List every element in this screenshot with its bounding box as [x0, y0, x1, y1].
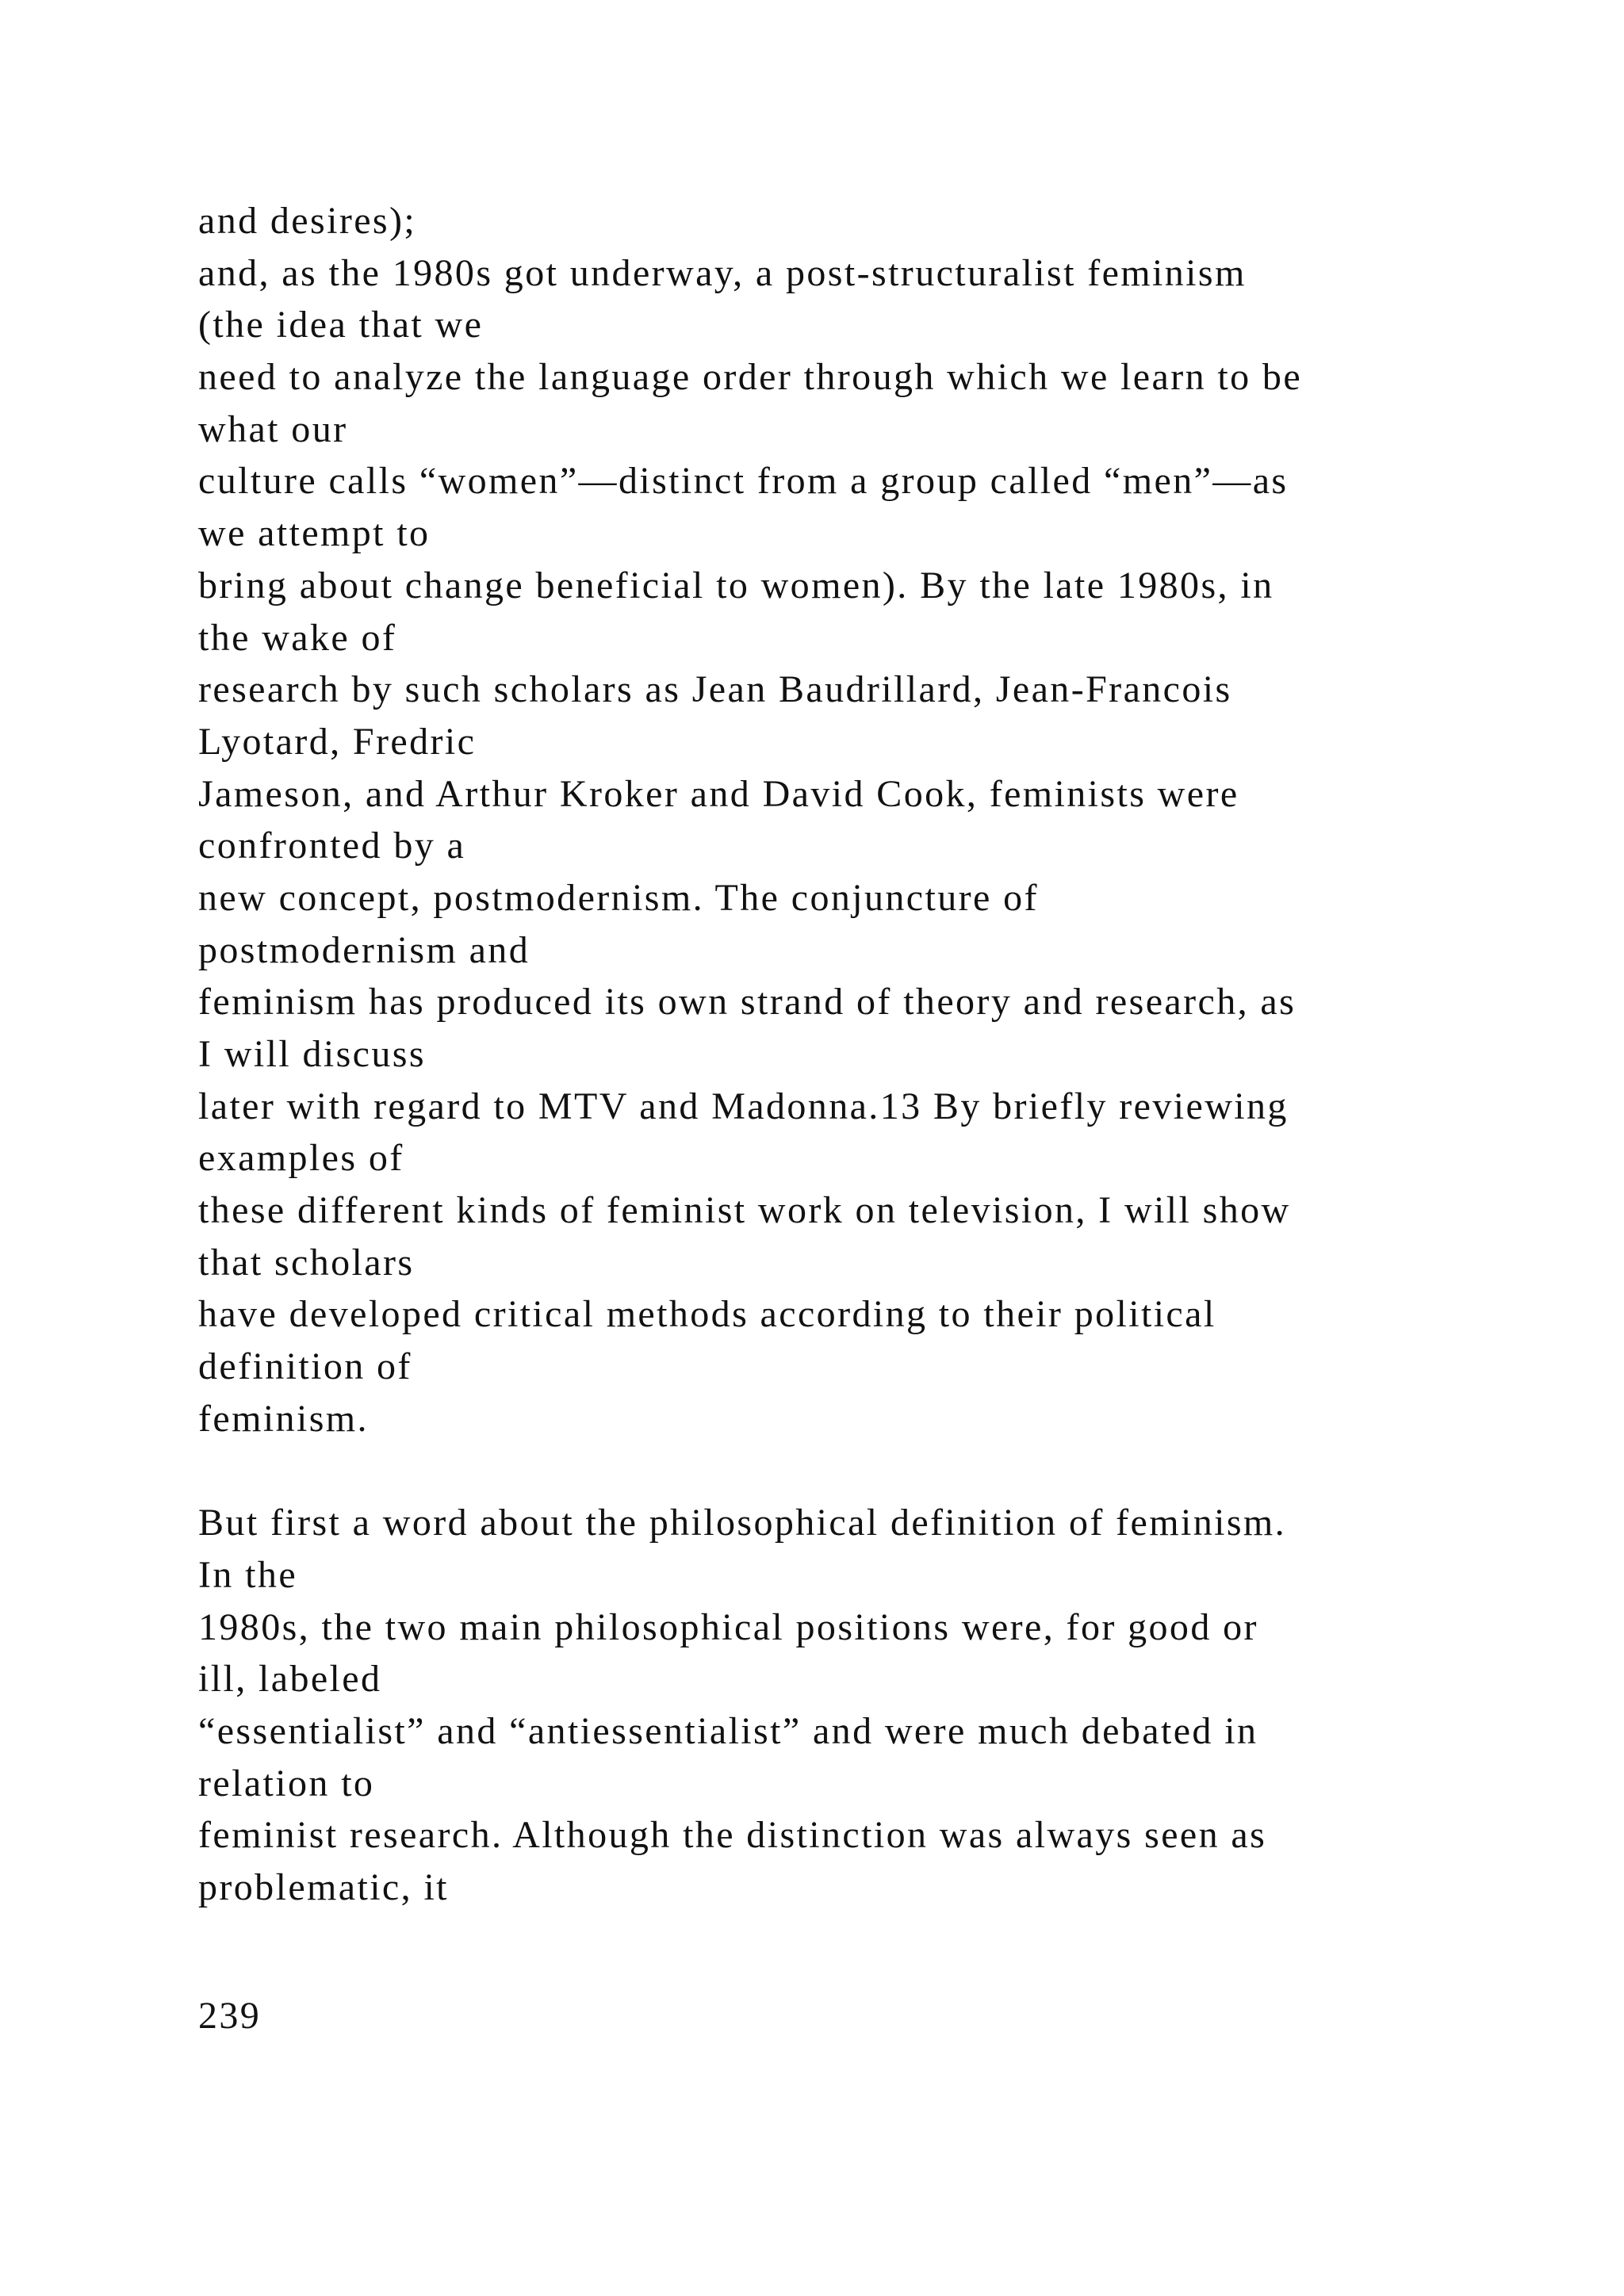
text-line: I will discuss — [198, 1033, 426, 1075]
text-line: research by such scholars as Jean Baudrillard, Jean-Francois — [198, 668, 1232, 711]
text-line: 1980s, the two main philosophical positions were, for good or — [198, 1605, 1258, 1648]
text-line: (the idea that we — [198, 304, 484, 346]
paragraph-2 — [198, 1497, 1546, 1914]
text-line: that scholars — [198, 1241, 415, 1284]
text-line: and, as the 1980s got underway, a post-structuralist feminism — [198, 251, 1247, 294]
text-line: and desires); — [198, 200, 417, 242]
text-line: have developed critical methods according to their political — [198, 1293, 1216, 1336]
text-line: confronted by a — [198, 825, 466, 867]
text-line: feminist research. Although the distinction was always seen as — [198, 1814, 1267, 1857]
text-line: we attempt to — [198, 512, 431, 555]
text-line: need to analyze the language order through which we learn to be — [198, 356, 1303, 399]
text-line: relation to — [198, 1762, 375, 1804]
paragraph-1 — [198, 195, 1546, 1445]
text-line: new concept, postmodernism. The conjuncture of — [198, 876, 1039, 919]
text-line: But first a word about the philosophical definition of feminism. — [198, 1502, 1287, 1544]
text-line: postmodernism and — [198, 928, 530, 971]
text-line: feminism. — [198, 1397, 369, 1440]
text-line: the wake of — [198, 616, 397, 659]
text-line: these different kinds of feminist work on television, I will show — [198, 1189, 1291, 1232]
text-line: Jameson, and Arthur Kroker and David Cook, feminists were — [198, 772, 1239, 815]
text-line: Lyotard, Fredric — [198, 720, 477, 763]
paragraph-gap — [198, 1445, 1546, 1498]
text-line: examples of — [198, 1137, 404, 1180]
text-line: In the — [198, 1553, 298, 1596]
text-line: later with regard to MTV and Madonna.13 By briefly reviewing — [198, 1085, 1289, 1127]
text-line: what our — [198, 408, 348, 450]
text-line: “essentialist” and “antiessentialist” and were much debated in — [198, 1709, 1258, 1752]
body-text — [198, 195, 1546, 1914]
text-line: feminism has produced its own strand of theory and research, as — [198, 981, 1297, 1024]
text-line: bring about change beneficial to women). By the late 1980s, in — [198, 564, 1274, 607]
page-number: 239 — [198, 1995, 262, 2037]
text-line: problematic, it — [198, 1866, 449, 1908]
text-line: definition of — [198, 1345, 412, 1388]
text-line: ill, labeled — [198, 1658, 382, 1701]
text-line: culture calls “women”—distinct from a group called “men”—as — [198, 460, 1289, 503]
